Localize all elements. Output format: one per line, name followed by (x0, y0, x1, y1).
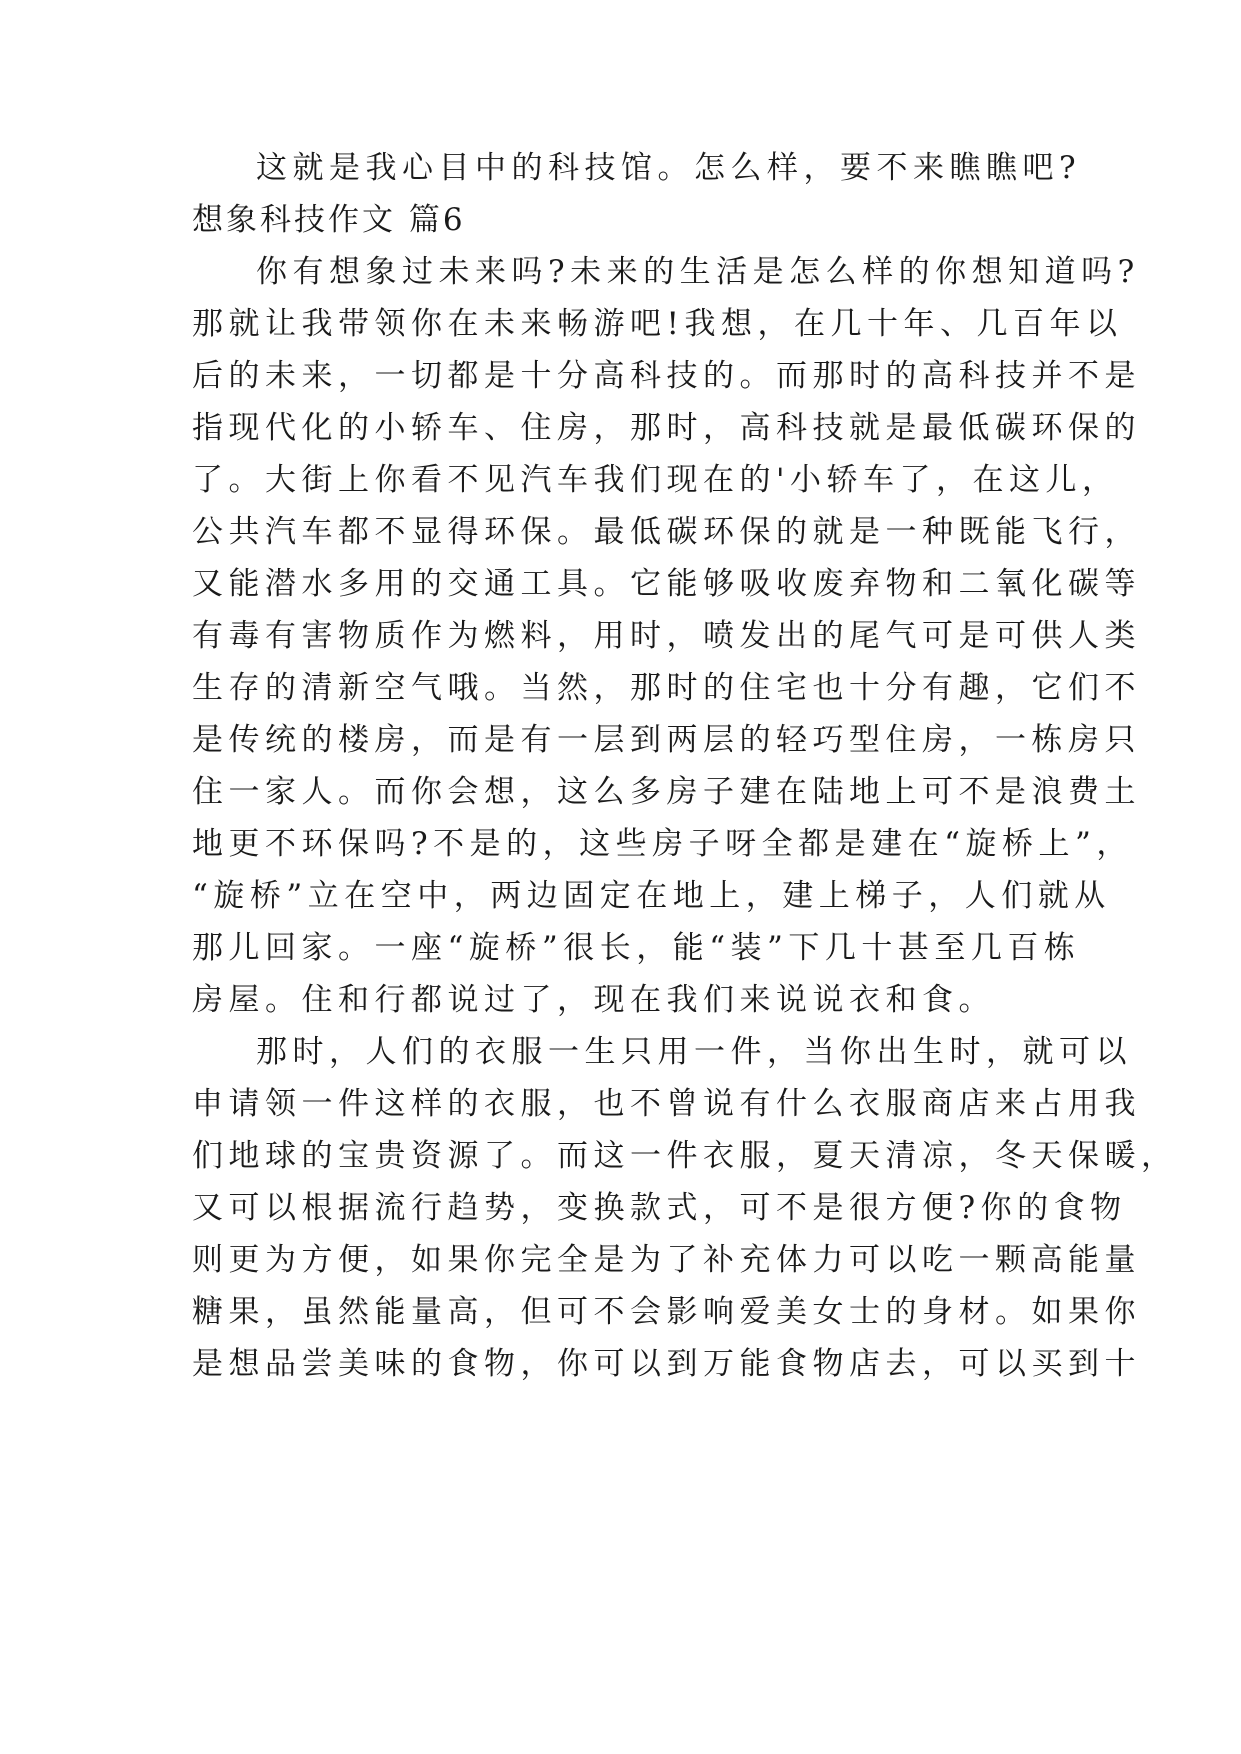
text-line: 们地球的宝贵资源了。而这一件衣服，夏天清凉，冬天保暖， (192, 1138, 1178, 1174)
text-line: 申请领一件这样的衣服，也不曾说有什么衣服商店来占用我 (192, 1086, 1141, 1122)
text-line: 房屋。住和行都说过了，现在我们来说说衣和食。 (192, 982, 995, 1018)
text-line: 又能潜水多用的交通工具。它能够吸收废弃物和二氧化碳等 (192, 566, 1141, 602)
text-line: 有毒有害物质作为燃料，用时，喷发出的尾气可是可供人类 (192, 618, 1141, 654)
text-line: 后的未来，一切都是十分高科技的。而那时的高科技并不是 (192, 358, 1141, 394)
text-line: 生存的清新空气哦。当然，那时的住宅也十分有趣，它们不 (192, 670, 1141, 706)
text-line: “旋桥”立在空中，两边固定在地上，建上梯子，人们就从 (192, 878, 1111, 914)
text-line: 是想品尝美味的食物，你可以到万能食物店去，可以买到十 (192, 1346, 1141, 1382)
text-line: 了。大街上你看不见汽车我们现在的'小轿车了，在这儿， (192, 462, 1119, 498)
text-line: 这就是我心目中的科技馆。怎么样，要不来瞧瞧吧? (256, 150, 1082, 186)
text-line: 是传统的楼房，而是有一层到两层的轻巧型住房，一栋房只 (192, 722, 1141, 758)
text-line: 你有想象过未来吗?未来的生活是怎么样的你想知道吗? (256, 254, 1140, 290)
section-heading: 想象科技作文 篇6 (192, 202, 466, 238)
text-line: 指现代化的小轿车、住房，那时，高科技就是最低碳环保的 (192, 410, 1141, 446)
text-line: 那就让我带领你在未来畅游吧!我想，在几十年、几百年以 (192, 306, 1123, 342)
text-line: 那时，人们的衣服一生只用一件，当你出生时，就可以 (256, 1034, 1132, 1070)
text-line: 则更为方便，如果你完全是为了补充体力可以吃一颗高能量 (192, 1242, 1141, 1278)
text-line: 地更不环保吗?不是的，这些房子呀全都是建在“旋桥上”， (192, 826, 1133, 862)
text-line: 住一家人。而你会想，这么多房子建在陆地上可不是浪费土 (192, 774, 1141, 810)
text-line: 公共汽车都不显得环保。最低碳环保的就是一种既能飞行， (192, 514, 1141, 550)
text-line: 又可以根据流行趋势，变换款式，可不是很方便?你的食物 (192, 1190, 1127, 1226)
text-line: 那儿回家。一座“旋桥”很长，能“装”下几十甚至几百栋 (192, 930, 1081, 966)
text-line: 糖果，虽然能量高，但可不会影响爱美女士的身材。如果你 (192, 1294, 1141, 1330)
